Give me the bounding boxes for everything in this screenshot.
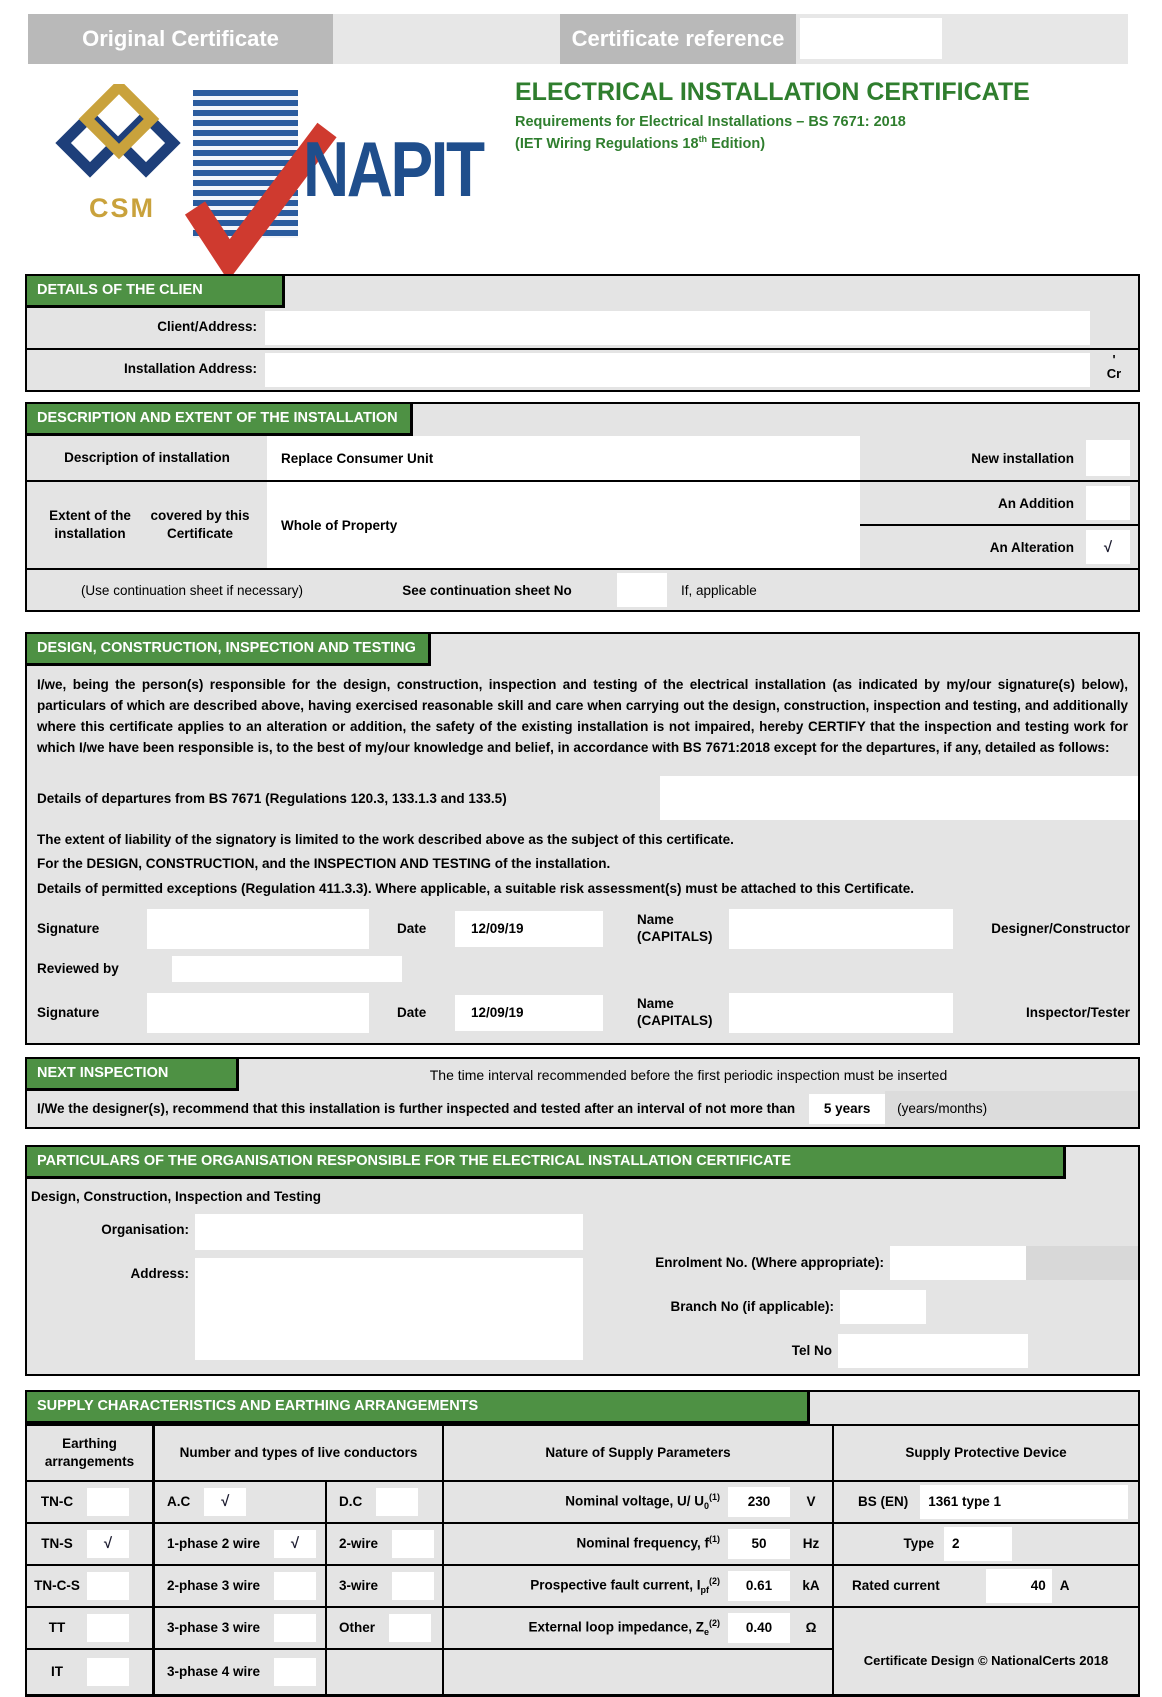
continuation-note: (Use continuation sheet if necessary) — [80, 582, 304, 598]
address-input[interactable] — [195, 1258, 583, 1360]
enrolment-gray-strip — [1026, 1246, 1138, 1280]
page-title: ELECTRICAL INSTALLATION CERTIFICATE — [515, 78, 1030, 106]
organisation-subheading: Design, Construction, Inspection and Testing — [31, 1188, 322, 1204]
loop-impedance-unit: Ω — [805, 1620, 817, 1636]
earthing-row-tncs — [27, 1566, 155, 1608]
nominal-frequency-input[interactable]: 50 — [728, 1529, 790, 1559]
reviewed-by-input[interactable] — [172, 956, 402, 982]
continuation-suffix: If, applicable — [681, 582, 757, 598]
original-certificate-badge: Original Certificate — [28, 14, 333, 64]
branch-row — [592, 1290, 1138, 1324]
certificate-reference-badge: Certificate reference — [560, 14, 796, 64]
departures-input[interactable] — [660, 776, 1138, 820]
rated-current-cell — [834, 1566, 1138, 1608]
earthing-tns-label: TN-S — [41, 1536, 73, 1552]
liability-line-2: For the DESIGN, CONSTRUCTION, and the INSPECTION AND TESTING of the installation. — [37, 856, 611, 872]
section-organisation-title: PARTICULARS OF THE ORGANISATION RESPONSIBLE FOR THE ELECTRICAL INSTALLATION CERTIFICATE — [27, 1147, 1066, 1179]
bs-en-cell — [834, 1482, 1138, 1524]
clipped-text: ' Cr — [1106, 352, 1122, 382]
designer-signature-input[interactable] — [147, 909, 369, 949]
enrolment-row — [592, 1246, 1138, 1280]
supply-table — [27, 1424, 1138, 1694]
next-inspection-note: The time interval recommended before the first periodic inspection must be inserted — [429, 1066, 948, 1083]
header-row — [0, 78, 1162, 246]
organisation-grid — [27, 1206, 1138, 1374]
loop-impedance-label: External loop impedance, $Z_e^{(2)}$ — [528, 1618, 720, 1638]
earthing-tns-checkbox[interactable]: √ — [87, 1530, 129, 1558]
installation-address-input[interactable] — [265, 353, 1090, 387]
inspector-date-label: Date — [397, 1005, 427, 1021]
extent-input[interactable]: Whole of Property — [267, 482, 860, 568]
reviewed-by-label: Reviewed by — [37, 961, 119, 977]
interval-unit-area — [885, 1091, 1138, 1127]
earthing-tt-label: TT — [48, 1620, 66, 1636]
departures-row — [27, 776, 1138, 820]
nominal-voltage-label: Nominal voltage, U/ $U_0^{(1)}$ — [565, 1492, 720, 1512]
conductor-other-cell — [327, 1608, 444, 1650]
earthing-tnc-checkbox[interactable] — [87, 1488, 129, 1516]
top-bar — [28, 14, 1128, 64]
section-organisation — [25, 1145, 1140, 1376]
new-installation-checkbox[interactable] — [1086, 440, 1130, 476]
certificate-reference-input[interactable] — [800, 18, 942, 59]
section-supply-title: SUPPLY CHARACTERISTICS AND EARTHING ARRANGEMENTS — [27, 1392, 810, 1424]
nominal-voltage-cell — [444, 1482, 834, 1524]
header-device: Supply Protective Device — [834, 1426, 1138, 1482]
tel-row — [592, 1334, 1138, 1368]
new-installation-label: New installation — [971, 450, 1074, 466]
tel-label: Tel No — [791, 1343, 832, 1359]
branch-input[interactable] — [840, 1290, 926, 1324]
inspector-name-input[interactable] — [729, 993, 953, 1033]
conductor-3ph3-label: 3-phase 3 wire — [167, 1620, 261, 1636]
client-row-gap — [1090, 308, 1138, 348]
loop-impedance-input[interactable]: 0.40 — [728, 1613, 790, 1643]
bs-en-label: BS (EN) — [858, 1494, 909, 1510]
conductor-1ph-checkbox[interactable]: √ — [274, 1530, 316, 1558]
section-next-inspection — [25, 1057, 1140, 1129]
earthing-tt-checkbox[interactable] — [87, 1614, 129, 1642]
continuation-row — [27, 570, 1138, 610]
tel-input[interactable] — [838, 1334, 1028, 1368]
napit-logo-text: NAPIT — [303, 125, 483, 213]
conductor-ac-cell — [155, 1482, 327, 1524]
conductor-dc-label: D.C — [339, 1494, 363, 1510]
conductor-2ph-label: 2-phase 3 wire — [167, 1578, 261, 1594]
next-inspection-statement: I/We the designer(s), recommend that this installation is further inspected and tested after an interval of not more than — [37, 1101, 796, 1117]
liability-line-3: Details of permitted exceptions (Regulation 411.3.3). Where applicable, a suitable risk assessment(s) must be attached to this Certificate. — [37, 880, 915, 896]
continuation-input[interactable] — [617, 573, 667, 607]
organisation-input[interactable] — [195, 1214, 583, 1250]
fault-current-label: Prospective fault current, $I_{pf}^{(2)}$ — [530, 1576, 720, 1596]
nature-empty-cell — [444, 1650, 834, 1694]
earthing-it-checkbox[interactable] — [87, 1658, 129, 1686]
description-row — [27, 436, 1138, 480]
earthing-row-tns — [27, 1524, 155, 1566]
conductor-ac-checkbox[interactable]: √ — [204, 1488, 246, 1516]
nominal-voltage-unit: V — [806, 1494, 816, 1510]
designer-name-input[interactable] — [729, 909, 953, 949]
designer-name-label: Name (CAPITALS) — [637, 912, 713, 944]
nominal-frequency-cell — [444, 1524, 834, 1566]
organisation-right-column — [592, 1206, 1138, 1368]
conductor-3ph4-cell — [155, 1650, 327, 1694]
section-design-title: DESIGN, CONSTRUCTION, INSPECTION AND TESTING — [27, 634, 431, 666]
title-block — [515, 78, 1115, 155]
conductor-other-checkbox[interactable] — [389, 1614, 431, 1642]
conductor-3ph3-cell — [155, 1608, 327, 1650]
copyright-cell — [834, 1608, 1138, 1694]
conductor-3wire-checkbox[interactable] — [392, 1572, 434, 1600]
section-description-title: DESCRIPTION AND EXTENT OF THE INSTALLATION — [27, 404, 413, 436]
section-design — [25, 632, 1140, 1045]
interval-unit-label: (years/months) — [897, 1101, 988, 1117]
addition-row — [860, 482, 1138, 524]
conductor-3ph4-checkbox[interactable] — [274, 1658, 316, 1686]
top-bar-spacer-right — [942, 14, 1128, 64]
header-earthing: Earthing arrangements — [27, 1426, 155, 1482]
earthing-tnc-label: TN-C — [40, 1494, 74, 1510]
conductor-empty-cell — [327, 1650, 444, 1694]
bs-en-input[interactable]: 1361 type 1 — [920, 1485, 1128, 1519]
conductor-3wire-cell — [327, 1566, 444, 1608]
designer-date-input[interactable]: 12/09/19 — [455, 911, 603, 947]
napit-logo — [185, 86, 485, 241]
description-label: Description of installation — [64, 450, 230, 466]
alteration-label: An Alteration — [989, 539, 1074, 555]
nominal-frequency-unit: Hz — [802, 1536, 820, 1552]
continuation-label: See continuation sheet No — [402, 582, 572, 598]
conductor-3wire-label: 3-wire — [339, 1578, 379, 1594]
installation-address-label: Installation Address: — [123, 361, 257, 376]
enrolment-input[interactable] — [890, 1246, 1026, 1280]
alteration-row — [860, 526, 1138, 568]
conductor-2wire-label: 2-wire — [339, 1536, 379, 1552]
organisation-row — [27, 1214, 592, 1250]
conductor-2wire-checkbox[interactable] — [392, 1530, 434, 1558]
header-nature: Nature of Supply Parameters — [444, 1426, 834, 1482]
conductor-other-label: Other — [339, 1620, 376, 1636]
next-inspection-header — [27, 1059, 1138, 1091]
nominal-frequency-label: Nominal frequency, $f^{(1)}$ — [576, 1534, 720, 1551]
earthing-it-label: IT — [51, 1664, 63, 1680]
description-input[interactable]: Replace Consumer Unit — [267, 436, 860, 480]
conductor-2ph-checkbox[interactable] — [274, 1572, 316, 1600]
type-label: Type — [903, 1536, 934, 1552]
conductor-3ph4-label: 3-phase 4 wire — [167, 1664, 261, 1680]
addition-label: An Addition — [998, 495, 1074, 511]
earthing-row-tnc — [27, 1482, 155, 1524]
inspector-signature-label: Signature — [37, 1005, 100, 1021]
client-address-row — [27, 308, 1138, 348]
loop-impedance-cell — [444, 1608, 834, 1650]
type-input[interactable]: 2 — [944, 1527, 1012, 1561]
conductor-2wire-cell — [327, 1524, 444, 1566]
conductor-1ph-cell — [155, 1524, 327, 1566]
designer-signature-row — [27, 909, 1138, 949]
next-inspection-row — [27, 1091, 1138, 1127]
section-supply — [25, 1390, 1140, 1697]
fault-current-input[interactable]: 0.61 — [728, 1571, 790, 1601]
rated-current-unit: A — [1059, 1578, 1070, 1594]
csm-logo-text: CSM — [89, 193, 155, 223]
new-installation-row — [860, 436, 1138, 480]
organisation-left-column — [27, 1206, 592, 1368]
installation-address-row — [27, 350, 1138, 390]
top-bar-spacer — [333, 14, 560, 64]
branch-label: Branch No (if applicable): — [670, 1299, 834, 1315]
rated-current-input[interactable]: 40 — [986, 1569, 1052, 1603]
conductor-3ph3-checkbox[interactable] — [274, 1614, 316, 1642]
extent-label: Extent of the installation covered by this Certificate — [49, 508, 250, 541]
extent-row — [27, 482, 1138, 568]
earthing-row-tt — [27, 1608, 155, 1650]
conductor-dc-checkbox[interactable] — [376, 1488, 418, 1516]
section-next-inspection-title: NEXT INSPECTION — [27, 1059, 239, 1091]
address-row — [27, 1258, 592, 1360]
designer-signature-label: Signature — [37, 921, 100, 937]
earthing-tncs-checkbox[interactable] — [87, 1572, 129, 1600]
nominal-voltage-input[interactable]: 230 — [728, 1487, 790, 1517]
enrolment-label: Enrolment No. (Where appropriate): — [655, 1255, 884, 1271]
rated-current-label: Rated current — [852, 1578, 940, 1594]
earthing-row-it — [27, 1650, 155, 1694]
subtitle-line2: (IET Wiring Regulations 18th Edition) — [515, 134, 766, 152]
designer-date-label: Date — [397, 921, 427, 937]
header-conductors: Number and types of live conductors — [155, 1426, 444, 1482]
alteration-checkbox[interactable]: √ — [1086, 530, 1130, 564]
fault-current-cell — [444, 1566, 834, 1608]
interval-input[interactable]: 5 years — [809, 1094, 885, 1124]
inspector-date-input[interactable]: 12/09/19 — [455, 995, 603, 1031]
designer-role-label: Designer/Constructor — [991, 921, 1130, 937]
client-address-input[interactable] — [265, 311, 1090, 345]
inspector-signature-input[interactable] — [147, 993, 369, 1033]
inspector-signature-row — [27, 993, 1138, 1033]
inspector-role-label: Inspector/Tester — [1025, 1005, 1130, 1021]
reviewed-by-row — [27, 955, 1138, 983]
type-cell — [834, 1524, 1138, 1566]
section-client-details — [25, 274, 1140, 392]
conductor-dc-cell — [327, 1482, 444, 1524]
organisation-label: Organisation: — [101, 1221, 189, 1237]
conductor-1ph-label: 1-phase 2 wire — [167, 1536, 261, 1552]
certify-paragraph: I/we, being the person(s) responsible for the design, construction, inspection and testing of the electrical installation (as indicated by my/our signature(s) below), particulars of which are described above, having exercised reasonable skill and care when carrying out the design, construction, inspection and testing, and additionally where this certificate applies to an alteration or addition, the safety of the existing installation is not impaired, hereby CERTIFY that the inspection and testing work for which I/we have been responsible is, to the best of my/our knowledge and belief, in accordance with BS 7671:2018 except for the departures, if any, detailed as follows: — [37, 677, 1128, 756]
conductor-ac-label: A.C — [167, 1494, 191, 1510]
liability-line-1: The extent of liability of the signatory is limited to the work described above as the subject of this certificate. — [37, 832, 734, 848]
section-description — [25, 402, 1140, 612]
fault-current-unit: kA — [802, 1578, 820, 1594]
earthing-tncs-label: TN-C-S — [34, 1578, 80, 1594]
departures-label: Details of departures from BS 7671 (Regulations 120.3, 133.1.3 and 133.5) — [37, 790, 507, 806]
client-address-label: Client/Address: — [157, 319, 257, 334]
section-client-details-title: DETAILS OF THE CLIEN — [27, 276, 285, 308]
conductor-2ph-cell — [155, 1566, 327, 1608]
copyright-text: Certificate Design © NationalCerts 2018 — [863, 1652, 1109, 1668]
addition-alteration-cell — [860, 482, 1138, 568]
address-label: Address: — [130, 1265, 189, 1281]
subtitle-line1: Requirements for Electrical Installations – BS 7671: 2018 — [515, 114, 906, 130]
new-installation-cell — [860, 436, 1138, 480]
inspector-name-label: Name (CAPITALS) — [637, 996, 713, 1028]
addition-checkbox[interactable] — [1086, 486, 1130, 520]
